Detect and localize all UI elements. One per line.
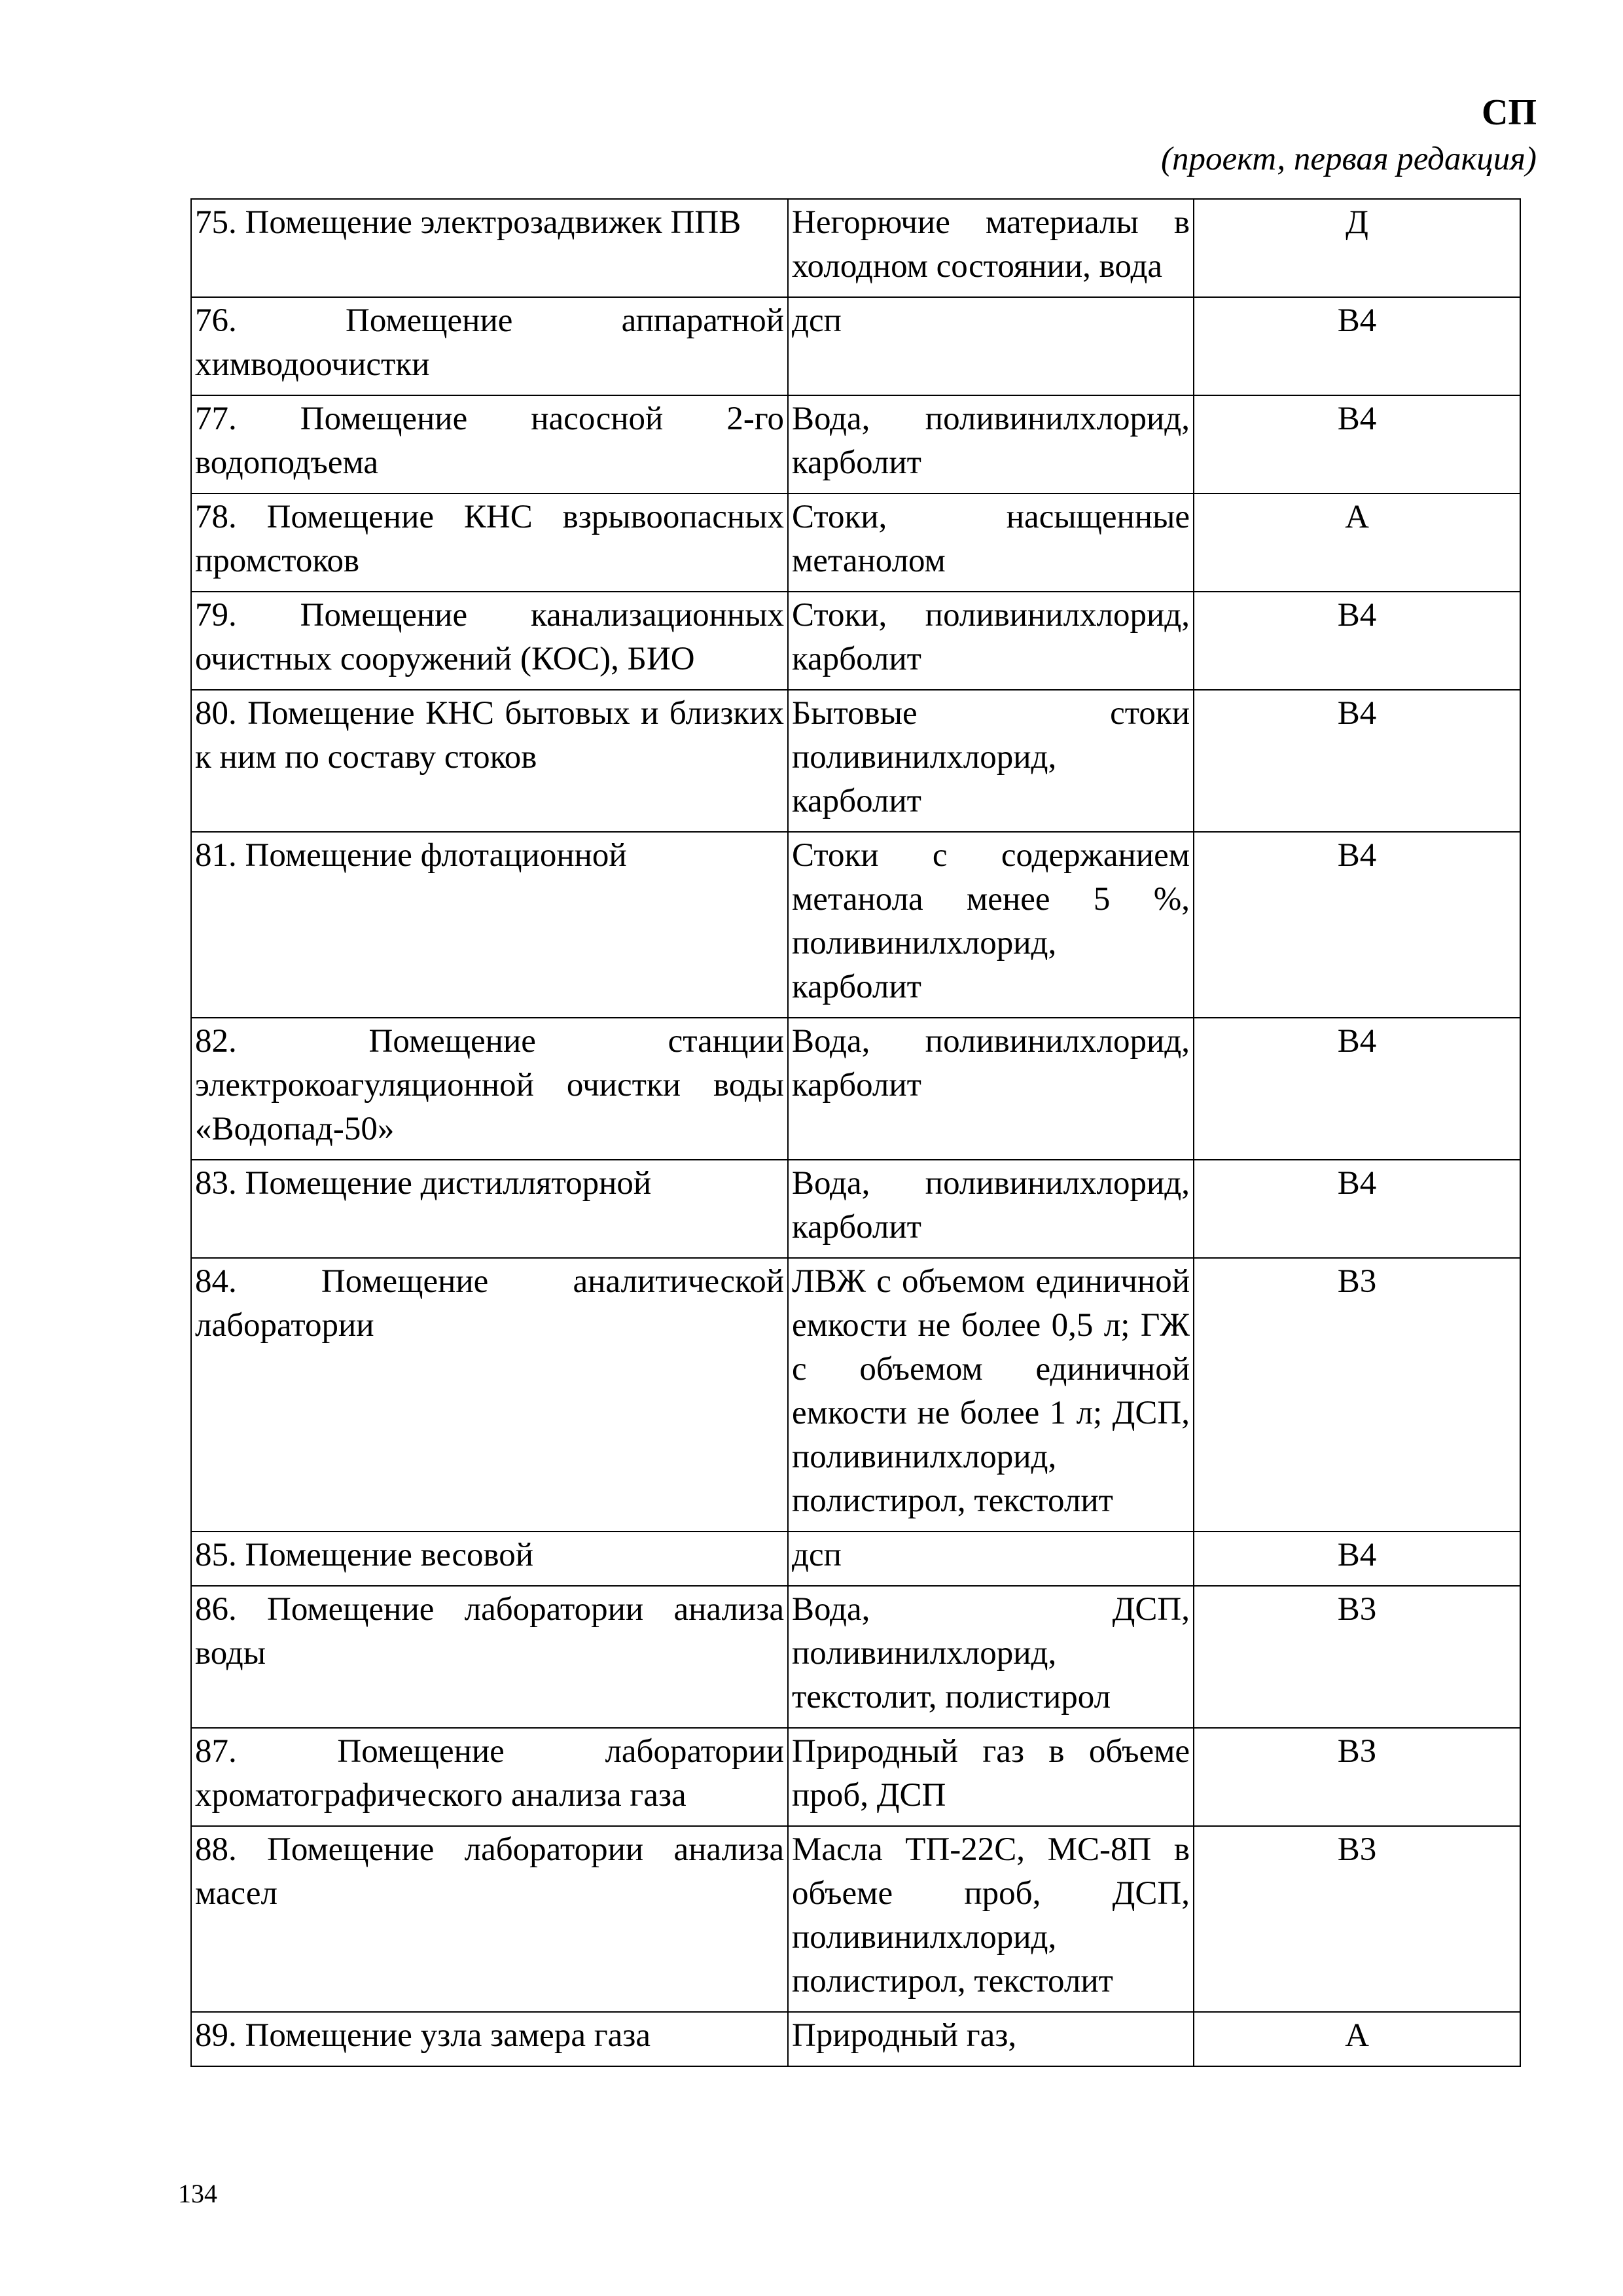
category-cell: ВЗ: [1194, 1728, 1520, 1826]
table-row: [191, 1728, 1520, 1826]
category-cell: А: [1194, 2012, 1520, 2066]
table-row: [191, 832, 1520, 1018]
materials-cell: Стоки, поливинилхлорид, карболит: [788, 592, 1194, 690]
category-cell: А: [1194, 493, 1520, 592]
materials-cell: дсп: [788, 1532, 1194, 1586]
materials-cell: Вода, поливинилхлорид, карболит: [788, 1160, 1194, 1258]
categories-table: [190, 198, 1521, 2067]
room-name-cell: 83. Помещение дистилляторной: [191, 1160, 788, 1258]
category-cell: В4: [1194, 690, 1520, 832]
category-cell: В4: [1194, 395, 1520, 493]
room-name-cell: 88. Помещение лаборатории анализа масел: [191, 1826, 788, 2012]
room-name-cell: 82. Помещение станции электрокоагуляционной очистки воды «Водопад-50»: [191, 1018, 788, 1160]
room-name-cell: 75. Помещение электрозадвижек ППВ: [191, 199, 788, 297]
page-number: 134: [178, 2179, 217, 2208]
materials-cell: Вода, поливинилхлорид, карболит: [788, 1018, 1194, 1160]
materials-cell: дсп: [788, 297, 1194, 395]
materials-cell: Стоки, насыщенные метанолом: [788, 493, 1194, 592]
table-row: [191, 690, 1520, 832]
category-cell: В4: [1194, 1160, 1520, 1258]
room-name-cell: 80. Помещение КНС бытовых и близких к ним по составу стоков: [191, 690, 788, 832]
room-name-cell: 81. Помещение флотационной: [191, 832, 788, 1018]
table-row: [191, 199, 1520, 297]
category-cell: В4: [1194, 297, 1520, 395]
document-edition: (проект, первая редакция): [1161, 141, 1537, 177]
room-name-cell: 87. Помещение лаборатории хроматографического анализа газа: [191, 1728, 788, 1826]
room-name-cell: 86. Помещение лаборатории анализа воды: [191, 1586, 788, 1728]
category-cell: В4: [1194, 592, 1520, 690]
category-cell: В4: [1194, 1532, 1520, 1586]
category-cell: В3: [1194, 1586, 1520, 1728]
category-cell: В3: [1194, 1258, 1520, 1532]
category-cell: В3: [1194, 1826, 1520, 2012]
room-name-cell: 78. Помещение КНС взрывоопасных промстоков: [191, 493, 788, 592]
materials-cell: Природный газ в объеме проб, ДСП: [788, 1728, 1194, 1826]
table-row: [191, 2012, 1520, 2066]
materials-cell: Бытовые стоки поливинилхлорид, карболит: [788, 690, 1194, 832]
materials-cell: Вода, поливинилхлорид, карболит: [788, 395, 1194, 493]
room-name-cell: 84. Помещение аналитической лаборатории: [191, 1258, 788, 1532]
table-row: [191, 592, 1520, 690]
room-name-cell: 85. Помещение весовой: [191, 1532, 788, 1586]
materials-cell: Негорючие материалы в холодном состоянии, вода: [788, 199, 1194, 297]
room-name-cell: 76. Помещение аппаратной химводоочистки: [191, 297, 788, 395]
room-name-cell: 77. Помещение насосной 2-го водоподъема: [191, 395, 788, 493]
materials-cell: Вода, ДСП, поливинилхлорид, текстолит, полистирол: [788, 1586, 1194, 1728]
room-name-cell: 89. Помещение узла замера газа: [191, 2012, 788, 2066]
table-row: [191, 395, 1520, 493]
table-row: [191, 1532, 1520, 1586]
materials-cell: Масла ТП-22С, МС-8П в объеме проб, ДСП, поливинилхлорид, полистирол, текстолит: [788, 1826, 1194, 2012]
table-row: [191, 1258, 1520, 1532]
category-cell: Д: [1194, 199, 1520, 297]
materials-cell: ЛВЖ с объемом единичной емкости не более 0,5 л; ГЖ с объемом единичной емкости не более 1 л; ДСП, поливинилхлорид, полистирол, текстолит: [788, 1258, 1194, 1532]
table-row: [191, 493, 1520, 592]
table-row: [191, 1586, 1520, 1728]
category-cell: В4: [1194, 1018, 1520, 1160]
table-row: [191, 1826, 1520, 2012]
table-row: [191, 1160, 1520, 1258]
table-row: [191, 297, 1520, 395]
materials-cell: Природный газ,: [788, 2012, 1194, 2066]
materials-cell: Стоки с содержанием метанола менее 5 %, поливинилхлорид, карболит: [788, 832, 1194, 1018]
category-cell: В4: [1194, 832, 1520, 1018]
table-row: [191, 1018, 1520, 1160]
room-name-cell: 79. Помещение канализационных очистных сооружений (КОС), БИО: [191, 592, 788, 690]
document-code: СП: [1482, 92, 1537, 133]
